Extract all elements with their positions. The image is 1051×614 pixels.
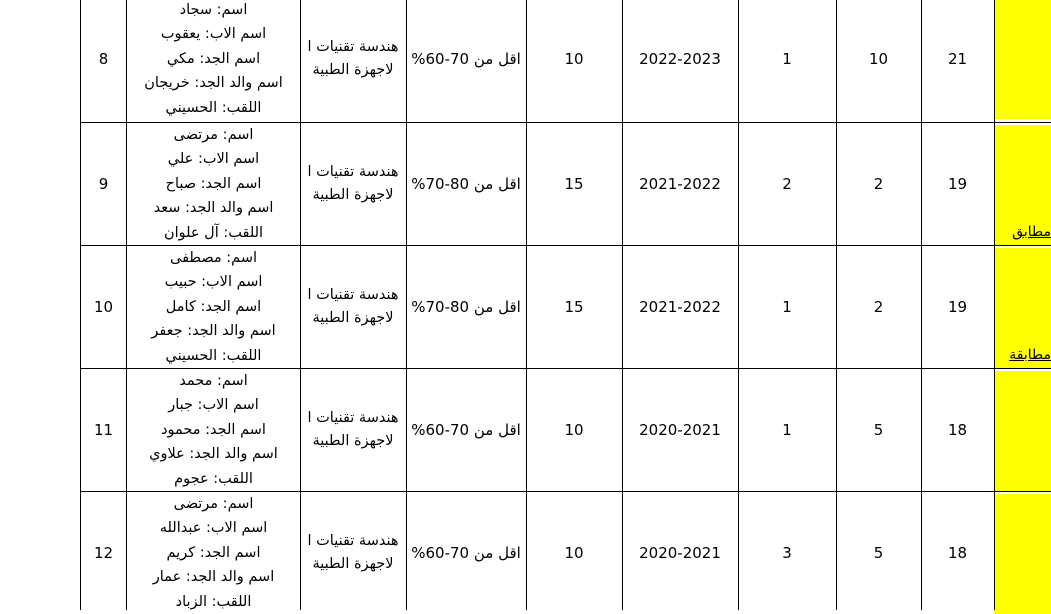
score-cell[interactable]: 15 — [564, 297, 584, 316]
column-c1-cell[interactable]: 1 — [782, 297, 792, 316]
grid-line-vertical — [300, 0, 301, 610]
department-line: لاجهزة الطبية — [312, 556, 394, 572]
grid-line-vertical — [836, 0, 837, 610]
column-c2-cell[interactable]: 5 — [873, 420, 884, 439]
name-line: اسم الاب: عبدالله — [159, 520, 268, 537]
student-name-cell[interactable] — [127, 123, 300, 245]
department-cell[interactable] — [300, 492, 406, 614]
department-line: هندسة تقنيات ا — [307, 410, 399, 426]
name-line: اسم الجد: مكي — [166, 50, 261, 67]
academic-year-cell[interactable]: 2021-2022 — [639, 174, 721, 193]
academic-year-cell[interactable]: 2020-2021 — [639, 420, 721, 439]
name-line: اسم: محمد — [179, 373, 248, 389]
student-name-cell[interactable] — [127, 246, 300, 368]
department-cell[interactable] — [300, 246, 406, 368]
grid-line-vertical — [994, 0, 995, 610]
department-line: هندسة تقنيات ا — [307, 164, 399, 180]
column-c1-cell[interactable]: 1 — [782, 420, 792, 439]
name-line: اللقب: عجوم — [174, 470, 253, 487]
grid-line-horizontal — [80, 245, 1051, 246]
column-c2-cell[interactable]: 2 — [873, 297, 884, 316]
row-number-cell[interactable]: 10 — [93, 297, 114, 316]
grid-line-horizontal — [80, 368, 1051, 369]
row-number-cell[interactable]: 11 — [93, 420, 114, 439]
grid-line-horizontal — [80, 491, 1051, 492]
grid-line-horizontal — [80, 122, 1051, 123]
name-line: اللقب: الزباد — [175, 593, 252, 610]
name-line: اللقب: الحسيني — [165, 99, 262, 116]
department-line: هندسة تقنيات ا — [307, 533, 399, 549]
column-c3-cell[interactable]: 21 — [947, 49, 968, 68]
department-cell[interactable] — [300, 369, 406, 491]
column-c2-cell[interactable]: 10 — [868, 49, 889, 68]
name-line: اسم والد الجد: عمار — [152, 569, 275, 586]
academic-year-cell[interactable]: 2022-2023 — [639, 49, 721, 68]
student-name-cell[interactable] — [127, 369, 300, 491]
row-number-cell[interactable]: 12 — [93, 543, 114, 562]
name-line: اسم: مصطفى — [170, 250, 257, 266]
name-line: اللقب: آل علوان — [163, 224, 264, 241]
grid-line-vertical — [406, 0, 407, 610]
name-line: اسم الاب: علي — [167, 151, 260, 168]
grid-line-vertical — [80, 0, 81, 610]
grade-range-cell[interactable]: %اقل من 70-60 — [411, 543, 521, 562]
grade-range-cell[interactable]: %اقل من 70-60 — [411, 420, 521, 439]
department-line: لاجهزة الطبية — [312, 187, 394, 203]
name-line: اسم الجد: كريم — [166, 544, 261, 561]
status-label: مطابقة — [1009, 347, 1051, 363]
name-line: اسم الجد: كامل — [165, 298, 262, 315]
column-c2-cell[interactable]: 5 — [873, 543, 884, 562]
name-line: اسم: مرتضى — [173, 127, 254, 143]
grade-range-cell[interactable]: %اقل من 80-70 — [411, 297, 521, 316]
name-line: اسم والد الجد: علاوي — [149, 446, 278, 463]
column-c3-cell[interactable]: 18 — [947, 420, 968, 439]
department-line: لاجهزة الطبية — [312, 310, 394, 326]
name-line: اسم الاب: جبار — [168, 397, 259, 414]
score-cell[interactable]: 10 — [564, 49, 584, 68]
department-cell[interactable] — [300, 123, 406, 245]
column-c3-cell[interactable]: 19 — [947, 297, 968, 316]
academic-year-cell[interactable]: 2021-2022 — [639, 297, 721, 316]
grid-line-vertical — [738, 0, 739, 610]
column-c3-cell[interactable]: 19 — [947, 174, 968, 193]
score-cell[interactable]: 10 — [564, 420, 584, 439]
name-line: اسم الجد: محمود — [161, 421, 266, 438]
row-number-cell[interactable]: 8 — [98, 49, 109, 68]
column-c1-cell[interactable]: 3 — [782, 543, 792, 562]
grid-line-vertical — [622, 0, 623, 610]
name-line: اسم: سجاد — [179, 2, 248, 18]
column-c2-cell[interactable]: 2 — [873, 174, 884, 193]
academic-year-cell[interactable]: 2020-2021 — [639, 543, 721, 562]
name-line: اسم والد الجد: سعد — [153, 200, 274, 217]
grid-line-vertical — [526, 0, 527, 610]
name-line: اسم الجد: صباح — [165, 175, 262, 192]
grid-line-vertical — [126, 0, 127, 610]
name-line: اسم والد الجد: جعفر — [151, 323, 276, 340]
score-cell[interactable]: 15 — [564, 174, 584, 193]
name-line: اسم الاب: يعقوب — [160, 26, 267, 43]
grade-range-cell[interactable]: %اقل من 70-60 — [411, 49, 521, 68]
name-line: اللقب: الحسيني — [165, 347, 262, 364]
row-number-cell[interactable]: 9 — [98, 174, 109, 193]
department-line: لاجهزة الطبية — [312, 62, 394, 78]
column-c1-cell[interactable]: 1 — [782, 49, 792, 68]
student-name-cell[interactable] — [127, 492, 300, 614]
department-cell[interactable] — [300, 0, 406, 120]
name-line: اسم والد الجد: خريجان — [144, 75, 283, 92]
grade-range-cell[interactable]: %اقل من 80-70 — [411, 174, 521, 193]
name-line: اسم الاب: حبيب — [164, 274, 263, 291]
column-c3-cell[interactable]: 18 — [947, 543, 968, 562]
department-line: هندسة تقنيات ا — [307, 39, 399, 55]
score-cell[interactable]: 10 — [564, 543, 584, 562]
department-line: هندسة تقنيات ا — [307, 287, 399, 303]
column-c1-cell[interactable]: 2 — [782, 174, 792, 193]
student-name-cell[interactable] — [127, 0, 300, 120]
name-line: اسم: مرتضى — [173, 496, 254, 512]
grid-line-vertical — [921, 0, 922, 610]
department-line: لاجهزة الطبية — [312, 433, 394, 449]
status-label: مطابق — [1012, 224, 1051, 240]
